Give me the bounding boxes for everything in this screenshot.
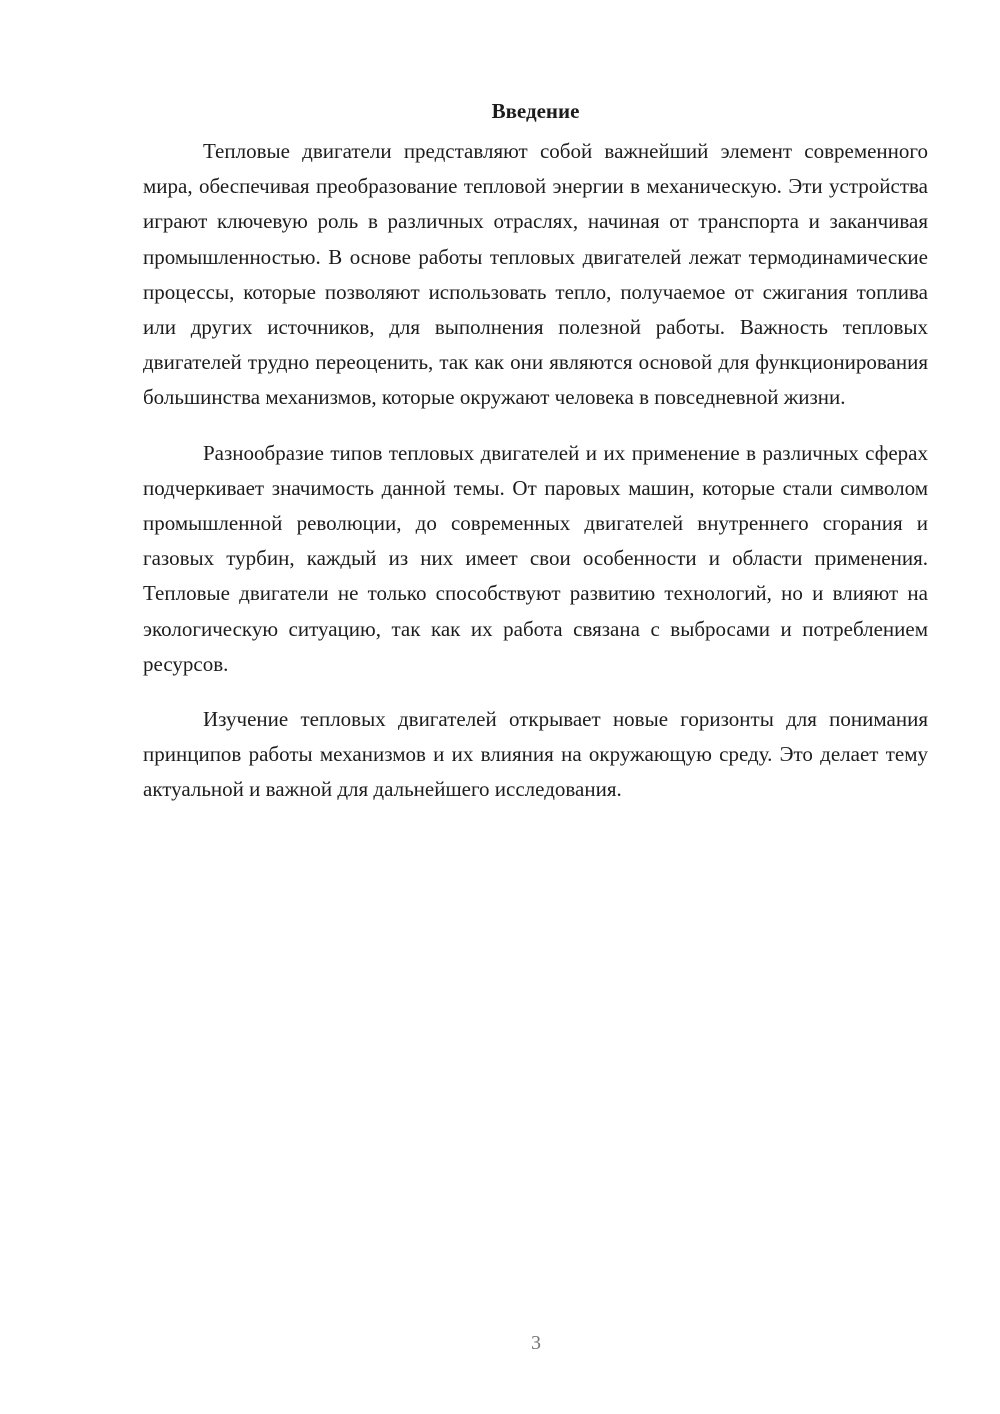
paragraph-3: Изучение тепловых двигателей открывает новые горизонты для понимания принципов работы механизмов и их влияния на окружающую среду. Это делает тему актуальной и важной для дальнейшего исследования. — [143, 707, 928, 802]
page-number: 3 — [531, 1332, 541, 1354]
section-heading: Введение — [491, 99, 580, 123]
paragraph-2: Разнообразие типов тепловых двигателей и их применение в различных сферах подчеркивает значимость данной темы. От паровых машин, которые стали символом промышленной революции, до современных двигателей внутреннего сгорания и газовых турбин, каждый из них имеет свои особенности и области применения. Тепловые двигатели не только способствуют развитию технологий, но и влияют на экологическую ситуацию, так как их работа связана с выбросами и потреблением ресурсов. — [143, 440, 928, 676]
page-content — [143, 96, 928, 828]
paragraph-1: Тепловые двигатели представляют собой важнейший элемент современного мира, обеспечивая преобразование тепловой энергии в механическую. Эти устройства играют ключевую роль в различных отраслях, начиная от транспорта и заканчивая промышленностью. В основе работы тепловых двигателей лежат термодинамические процессы, которые позволяют использовать тепло, получаемое от сжигания топлива или других источников, для выполнения полезной работы. Важность тепловых двигателей трудно переоценить, так как они являются основой для функционирования большинства механизмов, которые окружают человека в повседневной жизни. — [143, 139, 928, 410]
